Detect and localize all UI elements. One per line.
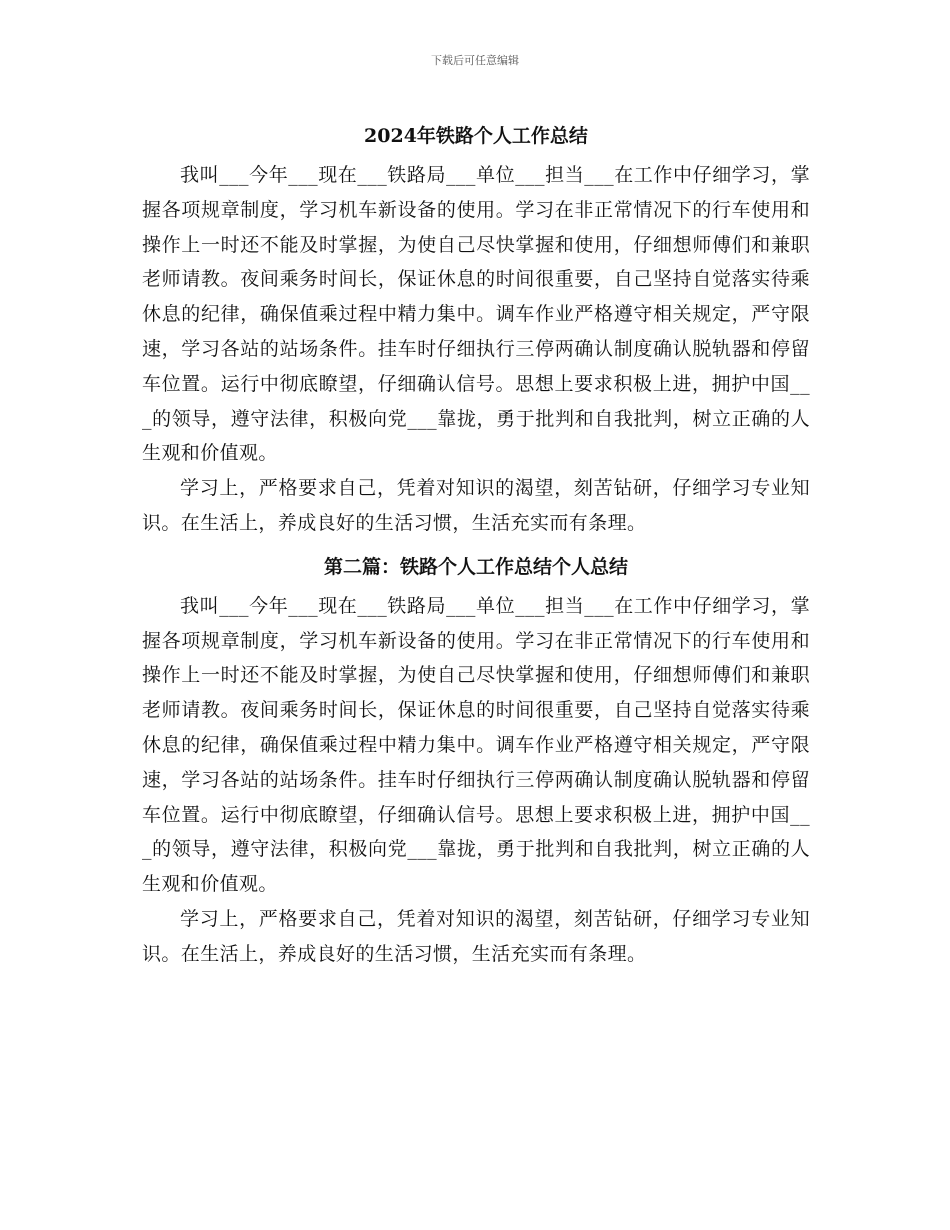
section-2-paragraph-2: 学习上，严格要求自己，凭着对知识的渴望，刻苦钻研，仔细学习专业知识。在生活上，养成良好的生活习惯，生活充实而有条理。 — [142, 907, 810, 965]
section-2 — [142, 549, 810, 972]
section-2-paragraph-1: 我叫___今年___现在___铁路局___单位___担当___在工作中仔细学习，掌握各项规章制度，学习机车新设备的使用。学习在非正常情况下的行车使用和操作上一时还不能及时掌握，为使自己尽快掌握和使用，仔细想师傅们和兼职老师请教。夜间乘务时间长，保证休息的时间很重要，自己坚持自觉落实待乘休息的纪律，确保值乘过程中精力集中。调车作业严格遵守相关规定，严守限速，学习各站的站场条件。挂车时仔细执行三停两确认制度确认脱轨器和停留车位置。运行中彻底瞭望，仔细确认信号。思想上要求积极上进，拥护中国___的领导，遵守法律，积极向党___靠拢，勇于批判和自我批判，树立正确的人生观和价值观。 — [142, 594, 810, 896]
page-header-note: 下载后可任意编辑 — [431, 54, 519, 67]
section-1 — [142, 118, 810, 541]
document-body — [142, 118, 810, 972]
section-1-paragraph-2: 学习上，严格要求自己，凭着对知识的渴望，刻苦钻研，仔细学习专业知识。在生活上，养成良好的生活习惯，生活充实而有条理。 — [142, 477, 810, 534]
section-2-title: 第二篇：铁路个人工作总结个人总结 — [323, 555, 628, 578]
section-1-title: 2024年铁路个人工作总结 — [364, 125, 588, 147]
section-1-paragraph-1: 我叫___今年___现在___铁路局___单位___担当___在工作中仔细学习，掌握各项规章制度，学习机车新设备的使用。学习在非正常情况下的行车使用和操作上一时还不能及时掌握，为使自己尽快掌握和使用，仔细想师傅们和兼职老师请教。夜间乘务时间长，保证休息的时间很重要，自己坚持自觉落实待乘休息的纪律，确保值乘过程中精力集中。调车作业严格遵守相关规定，严守限速，学习各站的站场条件。挂车时仔细执行三停两确认制度确认脱轨器和停留车位置。运行中彻底瞭望，仔细确认信号。思想上要求积极上进，拥护中国___的领导，遵守法律，积极向党___靠拢，勇于批判和自我批判，树立正确的人生观和价值观。 — [142, 164, 810, 465]
